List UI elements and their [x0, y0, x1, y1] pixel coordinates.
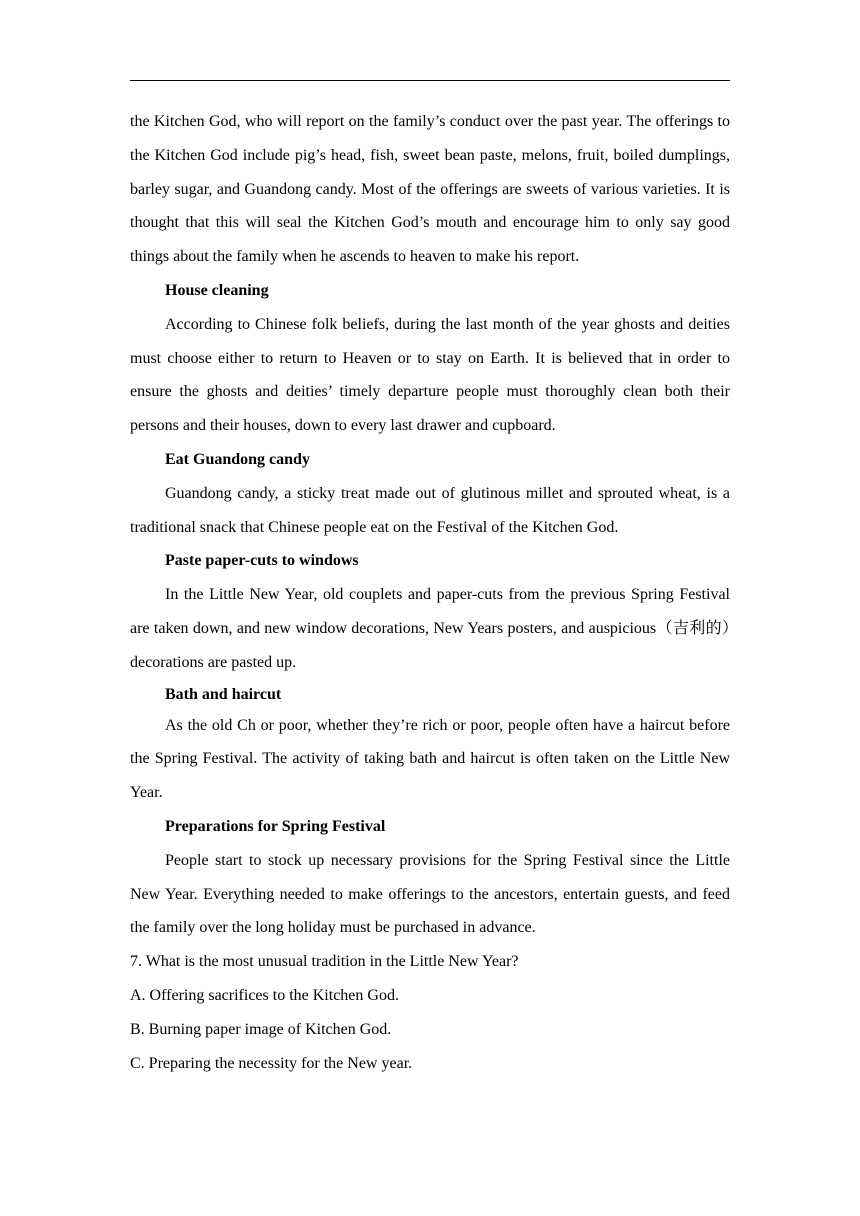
paragraph-spring-festival-preparations: People start to stock up necessary provisions for the Spring Festival since the Little New Year. Everything needed to make offerings to the ancestors, entertain guests, and feed the family over the long holiday must be purchased in advance. [130, 851, 730, 937]
document-body [130, 105, 730, 1080]
section-heading-paper-cuts: Paste paper-cuts to windows [165, 552, 359, 570]
question-option-c: C. Preparing the necessity for the New year. [130, 1054, 413, 1072]
question-option-a: A. Offering sacrifices to the Kitchen God. [130, 986, 399, 1004]
paragraph-bath-haircut: As the old Ch or poor, whether they’re rich or poor, people often have a haircut before the Spring Festival. The activity of taking bath and haircut is often taken on the Little New Year. [130, 716, 730, 802]
section-heading-spring-festival-preparations: Preparations for Spring Festival [165, 817, 386, 835]
header-rule [130, 80, 730, 81]
paragraph-guandong-candy: Guandong candy, a sticky treat made out of glutinous millet and sprouted wheat, is a traditional snack that Chinese people eat on the Festival of the Kitchen God. [130, 484, 730, 536]
paragraph-house-cleaning: According to Chinese folk beliefs, during the last month of the year ghosts and deities must choose either to return to Heaven or to stay on Earth. It is believed that in order to ensure the ghosts and deities’ timely departure people must thoroughly clean both their persons and their houses, down to every last drawer and cupboard. [130, 315, 730, 435]
paragraph-paper-cuts: In the Little New Year, old couplets and paper-cuts from the previous Spring Festival are taken down, and new window decorations, New Years posters, and auspicious（吉利的）decorations are pasted up. [130, 586, 730, 671]
question-option-b: B. Burning paper image of Kitchen God. [130, 1020, 392, 1038]
question-stem: 7. What is the most unusual tradition in the Little New Year? [130, 953, 519, 971]
section-heading-bath-haircut: Bath and haircut [165, 685, 282, 703]
section-heading-house-cleaning: House cleaning [165, 281, 269, 299]
paragraph-kitchen-god-offerings: the Kitchen God, who will report on the family’s conduct over the past year. The offerings to the Kitchen God include pig’s head, fish, sweet bean paste, melons, fruit, boiled dumplings, barley sugar, and Guandong candy. Most of the offerings are sweets of various varieties. It is thought that this will seal the Kitchen God’s mouth and encourage him to only say good things about the family when he ascends to heaven to make his report. [130, 113, 730, 266]
section-heading-guandong-candy: Eat Guandong candy [165, 450, 310, 468]
